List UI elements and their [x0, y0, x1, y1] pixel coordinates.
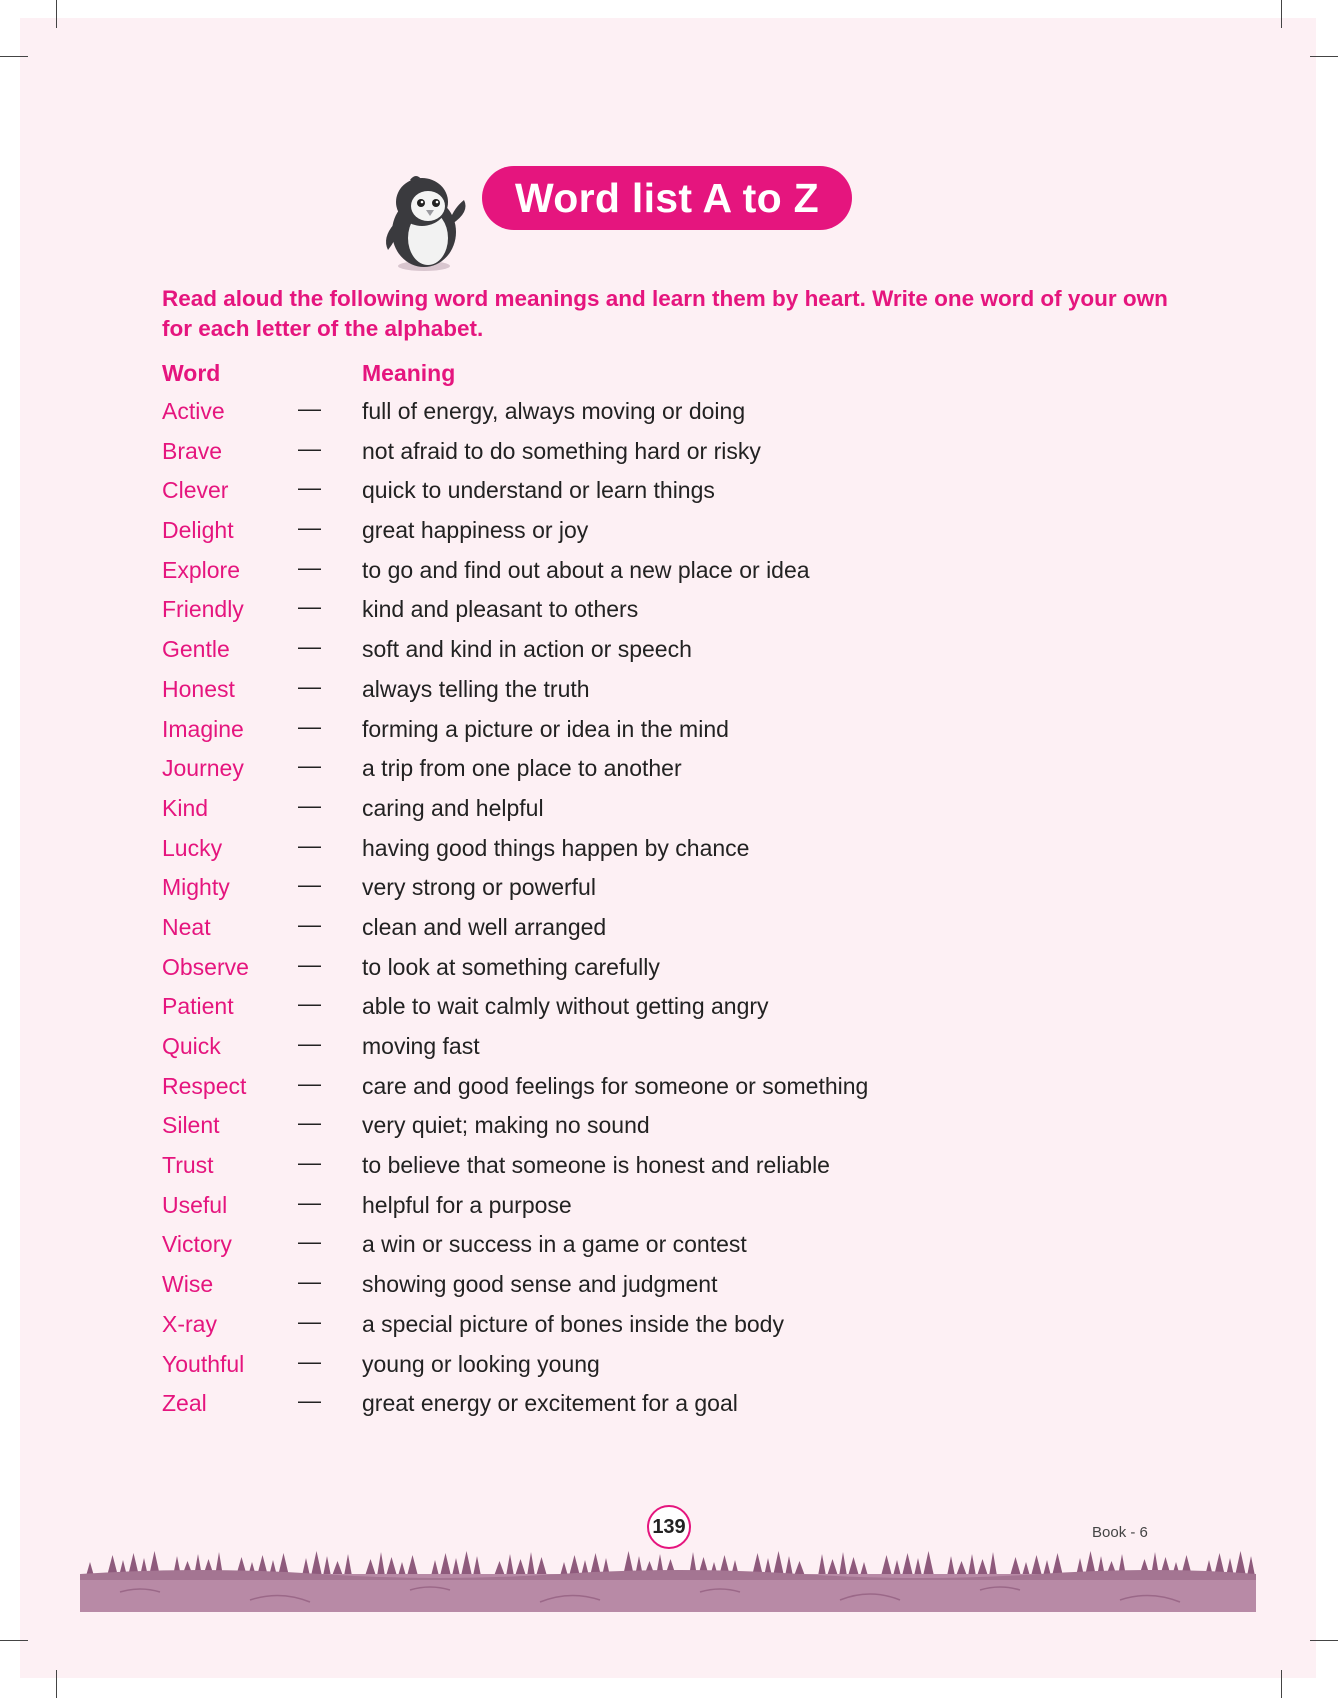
dash: —: [298, 831, 321, 858]
tree-shape: [311, 1551, 322, 1576]
meaning: soft and kind in action or speech: [362, 636, 692, 663]
page-title: Word list A to Z: [482, 166, 852, 230]
dash: —: [298, 633, 321, 660]
dash: —: [298, 1188, 321, 1215]
tree-shape: [989, 1552, 997, 1576]
meaning: care and good feelings for someone or something: [362, 1072, 869, 1099]
word: Quick: [162, 1033, 221, 1059]
tree-shape: [914, 1558, 922, 1576]
tree-shape: [440, 1553, 451, 1576]
word-entry: [162, 831, 1162, 875]
dash: —: [298, 752, 321, 779]
tree-shape: [323, 1556, 331, 1576]
meaning: to go and find out about a new place or idea: [362, 556, 810, 583]
tree-shape: [407, 1555, 418, 1576]
word: Silent: [162, 1112, 220, 1139]
meaning: very quiet; making no sound: [362, 1112, 650, 1139]
meaning: helpful for a purpose: [362, 1191, 572, 1218]
crop-mark: [1281, 1670, 1282, 1698]
word-entry: [162, 593, 1162, 636]
word-entry: [162, 752, 1162, 795]
word-entry: [162, 514, 1162, 557]
word-entry: [162, 633, 1162, 676]
tree-shape: [473, 1556, 481, 1576]
word: Useful: [162, 1191, 228, 1218]
word: Wise: [162, 1271, 214, 1298]
word-entry: [162, 1149, 1162, 1192]
word-entry: [162, 474, 1162, 517]
tree-shape: [848, 1557, 859, 1576]
word: Gentle: [162, 636, 230, 663]
meaning: having good things happen by chance: [362, 834, 750, 861]
tree-shape: [536, 1557, 547, 1576]
crop-mark: [1310, 1640, 1338, 1641]
tree-shape: [332, 1561, 343, 1576]
word-entry: [162, 1307, 1162, 1351]
tree-shape: [377, 1552, 385, 1576]
meaning: always telling the truth: [362, 675, 590, 702]
tree-shape: [1010, 1557, 1021, 1576]
word-entry: [162, 1347, 1162, 1391]
dash: —: [298, 474, 321, 501]
tree-shape: [494, 1561, 505, 1576]
meaning: moving fast: [362, 1033, 480, 1059]
tree-shape: [506, 1554, 514, 1576]
crop-mark: [0, 56, 28, 57]
word: Neat: [162, 913, 211, 940]
word: X-ray: [162, 1310, 217, 1337]
tree-shape: [923, 1551, 934, 1576]
tree-shape: [386, 1557, 397, 1576]
dash: —: [298, 553, 321, 580]
crop-mark: [56, 1670, 57, 1698]
dash: —: [298, 1347, 321, 1374]
tree-shape: [860, 1562, 868, 1576]
column-headers: [162, 360, 1062, 394]
meaning: forming a picture or idea in the mind: [362, 715, 729, 742]
meaning: young or looking young: [362, 1350, 600, 1377]
word: Clever: [162, 477, 229, 504]
meaning: great energy or excitement for a goal: [362, 1390, 738, 1417]
tree-shape: [977, 1559, 988, 1576]
tree-shape: [902, 1553, 913, 1576]
word-entry: [162, 1268, 1162, 1311]
meaning: quick to understand or learn things: [362, 477, 715, 504]
word: Youthful: [162, 1350, 245, 1377]
dash: —: [298, 672, 321, 699]
meaning: to look at something carefully: [362, 953, 660, 980]
word-entry: [162, 1030, 1162, 1073]
tree-shape: [1235, 1551, 1246, 1576]
word-list: [162, 395, 1162, 1430]
meaning: kind and pleasant to others: [362, 596, 639, 623]
word-entry: [162, 1188, 1162, 1232]
crop-mark: [1281, 0, 1282, 28]
tree-shape: [569, 1555, 580, 1576]
dash: —: [298, 712, 321, 739]
tree-shape: [398, 1562, 406, 1576]
tree-shape: [839, 1552, 847, 1576]
tree-shape: [1022, 1562, 1030, 1576]
word-entry: [162, 1387, 1162, 1430]
page-number: 139: [647, 1505, 691, 1549]
word: Respect: [162, 1072, 247, 1099]
word-entry: [162, 990, 1162, 1033]
word-entry: [162, 553, 1162, 597]
word-entry: [162, 1228, 1162, 1271]
meaning: great happiness or joy: [362, 517, 589, 544]
dash: —: [298, 990, 321, 1017]
book-label: Book - 6: [1092, 1524, 1148, 1541]
dash: —: [298, 950, 321, 977]
title-block: [380, 160, 860, 280]
tree-shape: [827, 1559, 838, 1576]
meaning: a special picture of bones inside the body: [362, 1310, 784, 1337]
tree-shape: [947, 1556, 955, 1576]
word-entry: [162, 434, 1162, 478]
dash: —: [298, 395, 321, 421]
word: Imagine: [162, 715, 244, 742]
word-entry: [162, 395, 1162, 438]
word-entry: [162, 950, 1162, 994]
meaning: able to wait calmly without getting angry: [362, 993, 769, 1020]
dash: —: [298, 593, 321, 620]
word: Kind: [162, 794, 209, 821]
dash: —: [298, 791, 321, 818]
tree-shape: [956, 1561, 967, 1576]
tree-shape: [452, 1558, 460, 1576]
word-entry: [162, 1109, 1162, 1152]
word: Lucky: [162, 834, 223, 861]
word: Journey: [162, 755, 244, 782]
dash: —: [298, 871, 321, 898]
word: Brave: [162, 437, 223, 464]
crop-mark: [1310, 56, 1338, 57]
dash: —: [298, 1109, 321, 1136]
tree-shape: [893, 1560, 901, 1576]
dash: —: [298, 1069, 321, 1096]
meaning: a win or success in a game or contest: [362, 1231, 747, 1258]
meaning: not afraid to do something hard or risky: [362, 437, 761, 464]
meaning: caring and helpful: [362, 794, 544, 821]
dash: —: [298, 1030, 321, 1056]
tree-shape: [1247, 1556, 1255, 1576]
penguin-mascot-icon: [380, 172, 472, 272]
word-entry: [162, 672, 1162, 716]
dash: —: [298, 1387, 321, 1414]
tree-shape: [527, 1552, 535, 1576]
word-entry: [162, 1069, 1162, 1113]
tree-shape: [365, 1559, 376, 1576]
tree-shape: [431, 1560, 439, 1576]
meaning: full of energy, always moving or doing: [362, 398, 746, 424]
word: Trust: [162, 1152, 214, 1179]
word: Patient: [162, 993, 234, 1020]
word-entry: [162, 871, 1162, 914]
tree-shape: [773, 1551, 784, 1576]
dash: —: [298, 910, 321, 937]
dash: —: [298, 1149, 321, 1176]
meaning: very strong or powerful: [362, 874, 596, 901]
tree-shape: [461, 1551, 472, 1576]
tree-shape: [344, 1554, 352, 1576]
dash: —: [298, 1228, 321, 1255]
tree-shape: [785, 1556, 793, 1576]
meaning-column-header: Meaning: [362, 360, 456, 386]
word-entry: [162, 712, 1162, 756]
meaning: showing good sense and judgment: [362, 1271, 718, 1298]
word: Zeal: [162, 1390, 207, 1417]
dash: —: [298, 1307, 321, 1334]
dash: —: [298, 434, 321, 461]
word: Explore: [162, 556, 240, 583]
tree-shape: [881, 1555, 892, 1576]
tree-shape: [515, 1559, 526, 1576]
tree-shape: [818, 1554, 826, 1576]
tree-shape: [1052, 1553, 1063, 1576]
dash: —: [298, 514, 321, 541]
word: Friendly: [162, 596, 244, 623]
word: Mighty: [162, 874, 230, 901]
word: Victory: [162, 1231, 232, 1258]
crop-mark: [56, 0, 57, 28]
word: Observe: [162, 953, 249, 980]
meaning: to believe that someone is honest and reliable: [362, 1152, 830, 1179]
word: Active: [162, 398, 225, 424]
dash: —: [298, 1268, 321, 1295]
tree-shape: [1031, 1555, 1042, 1576]
word-entry: [162, 910, 1162, 954]
instructions: Read aloud the following word meanings and learn them by heart. Write one word of your own for each letter of the alphabet.: [162, 286, 1168, 341]
word-entry: [162, 791, 1162, 835]
word: Honest: [162, 675, 235, 702]
meaning: a trip from one place to another: [362, 755, 682, 782]
word-column-header: Word: [162, 360, 221, 386]
crop-mark: [0, 1640, 28, 1641]
word: Delight: [162, 517, 234, 544]
tree-shape: [968, 1554, 976, 1576]
meaning: clean and well arranged: [362, 913, 607, 940]
